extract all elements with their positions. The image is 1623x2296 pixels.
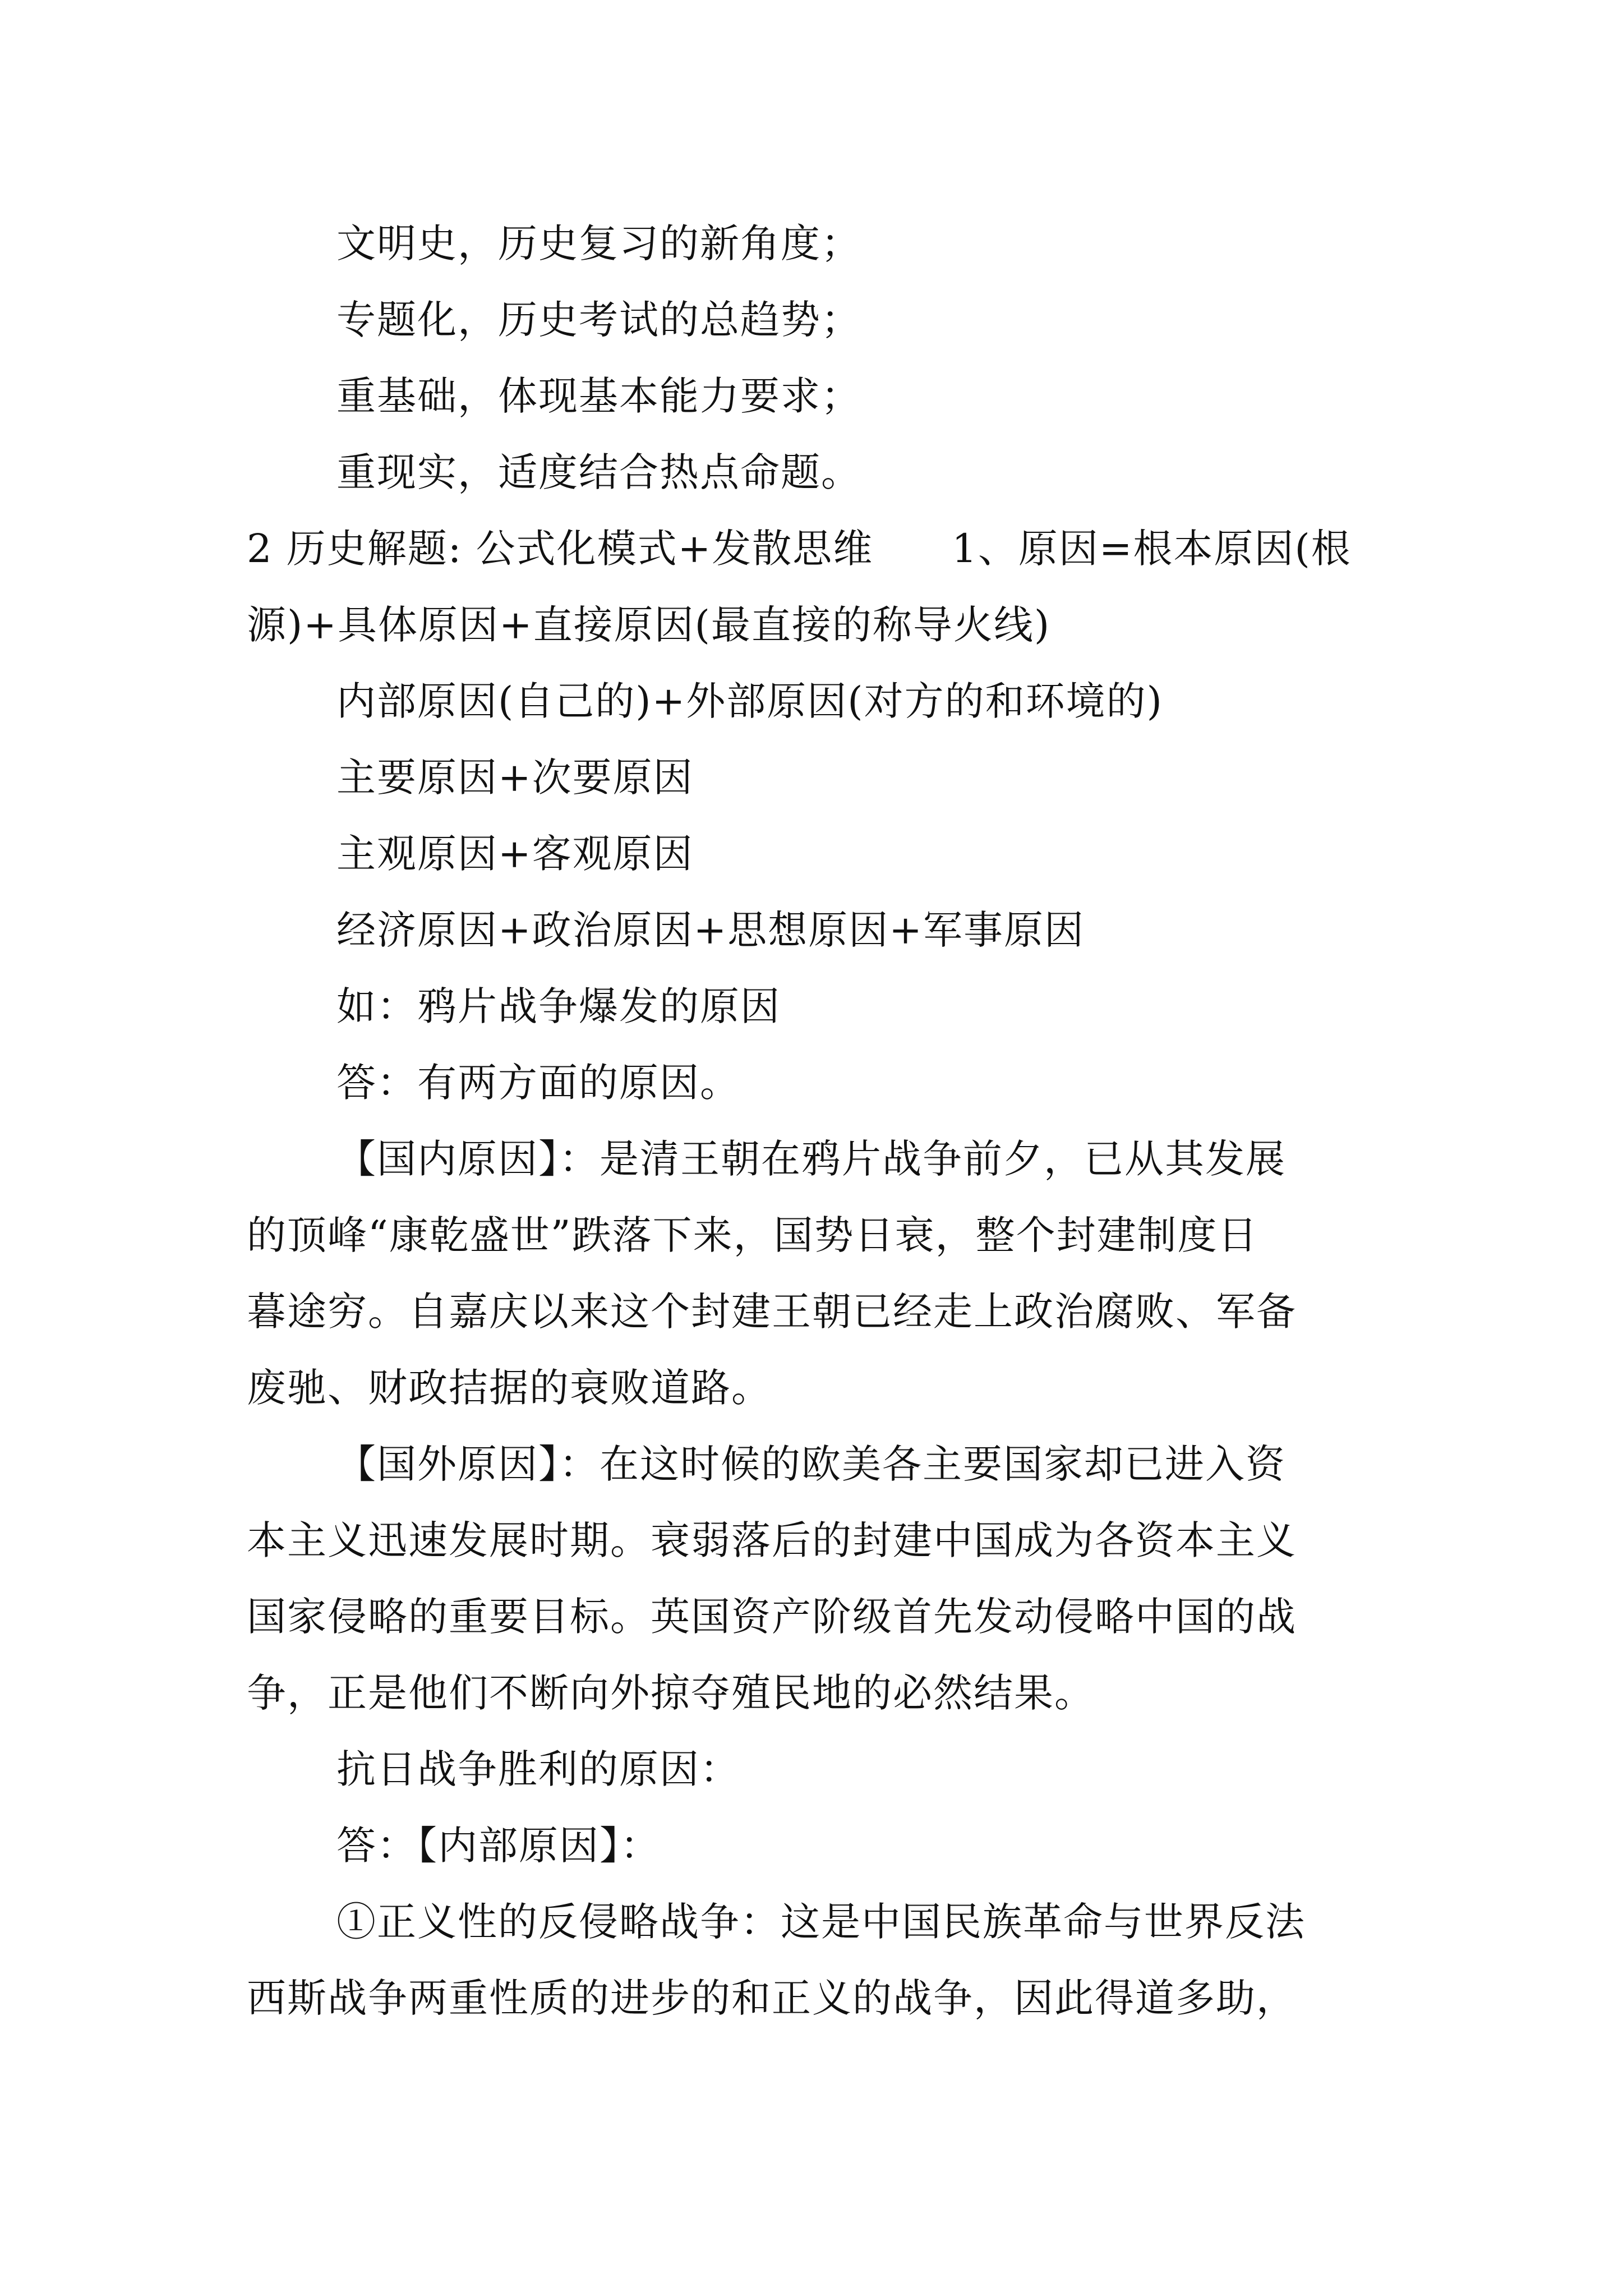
text-line-19: 国家侵略的重要目标。英国资产阶级首先发动侵略中国的战 [247, 1594, 1297, 1640]
text-line-24: 西斯战争两重性质的进步的和正义的战争，因此得道多助， [247, 1975, 1297, 2021]
text-line-11: 如：鸦片战争爆发的原因 [336, 983, 781, 1029]
text-line-6: 源)+具体原因+直接原因(最直接的称导火线) [247, 602, 1051, 648]
text-line-12: 答：有两方面的原因。 [336, 1060, 740, 1106]
text-line-14: 的顶峰“康乾盛世”跌落下来，国势日衰，整个封建制度日 [247, 1212, 1258, 1258]
text-line-13: 【国内原因】：是清王朝在鸦片战争前夕，已从其发展 [336, 1136, 1286, 1182]
text-line-3: 重基础，体现基本能力要求； [336, 373, 861, 419]
text-line-5 [247, 521, 1391, 577]
text-line-4: 重现实，适度结合热点命题。 [336, 449, 861, 495]
text-line-21: 抗日战争胜利的原因： [336, 1746, 740, 1792]
text-line-8: 主要原因+次要原因 [336, 754, 694, 800]
text-line-15: 暮途穷。自嘉庆以来这个封建王朝已经走上政治腐败、军备 [247, 1289, 1297, 1335]
text-line-7: 内部原因(自己的)+外部原因(对方的和环境的) [336, 678, 1163, 724]
text-line-10: 经济原因+政治原因+思想原因+军事原因 [336, 907, 1085, 953]
text-line-9: 主观原因+客观原因 [336, 831, 694, 877]
cause-formula: 1、原因=根本原因(根 [952, 526, 1352, 572]
text-line-23: ①正义性的反侵略战争：这是中国民族革命与世界反法 [336, 1899, 1306, 1945]
text-line-22: 答：【内部原因】： [336, 1823, 661, 1869]
text-line-1: 文明史，历史复习的新角度； [336, 220, 861, 266]
text-line-16: 废驰、财政拮据的衰败道路。 [247, 1365, 772, 1411]
section-heading: 2 历史解题: 公式化模式+发散思维 [247, 526, 874, 572]
text-line-20: 争，正是他们不断向外掠夺殖民地的必然结果。 [247, 1670, 1095, 1716]
text-line-18: 本主义迅速发展时期。衰弱落后的封建中国成为各资本主义 [247, 1517, 1297, 1563]
text-line-2: 专题化，历史考试的总趋势； [336, 297, 861, 343]
text-line-17: 【国外原因】：在这时候的欧美各主要国家却已进入资 [336, 1441, 1286, 1487]
